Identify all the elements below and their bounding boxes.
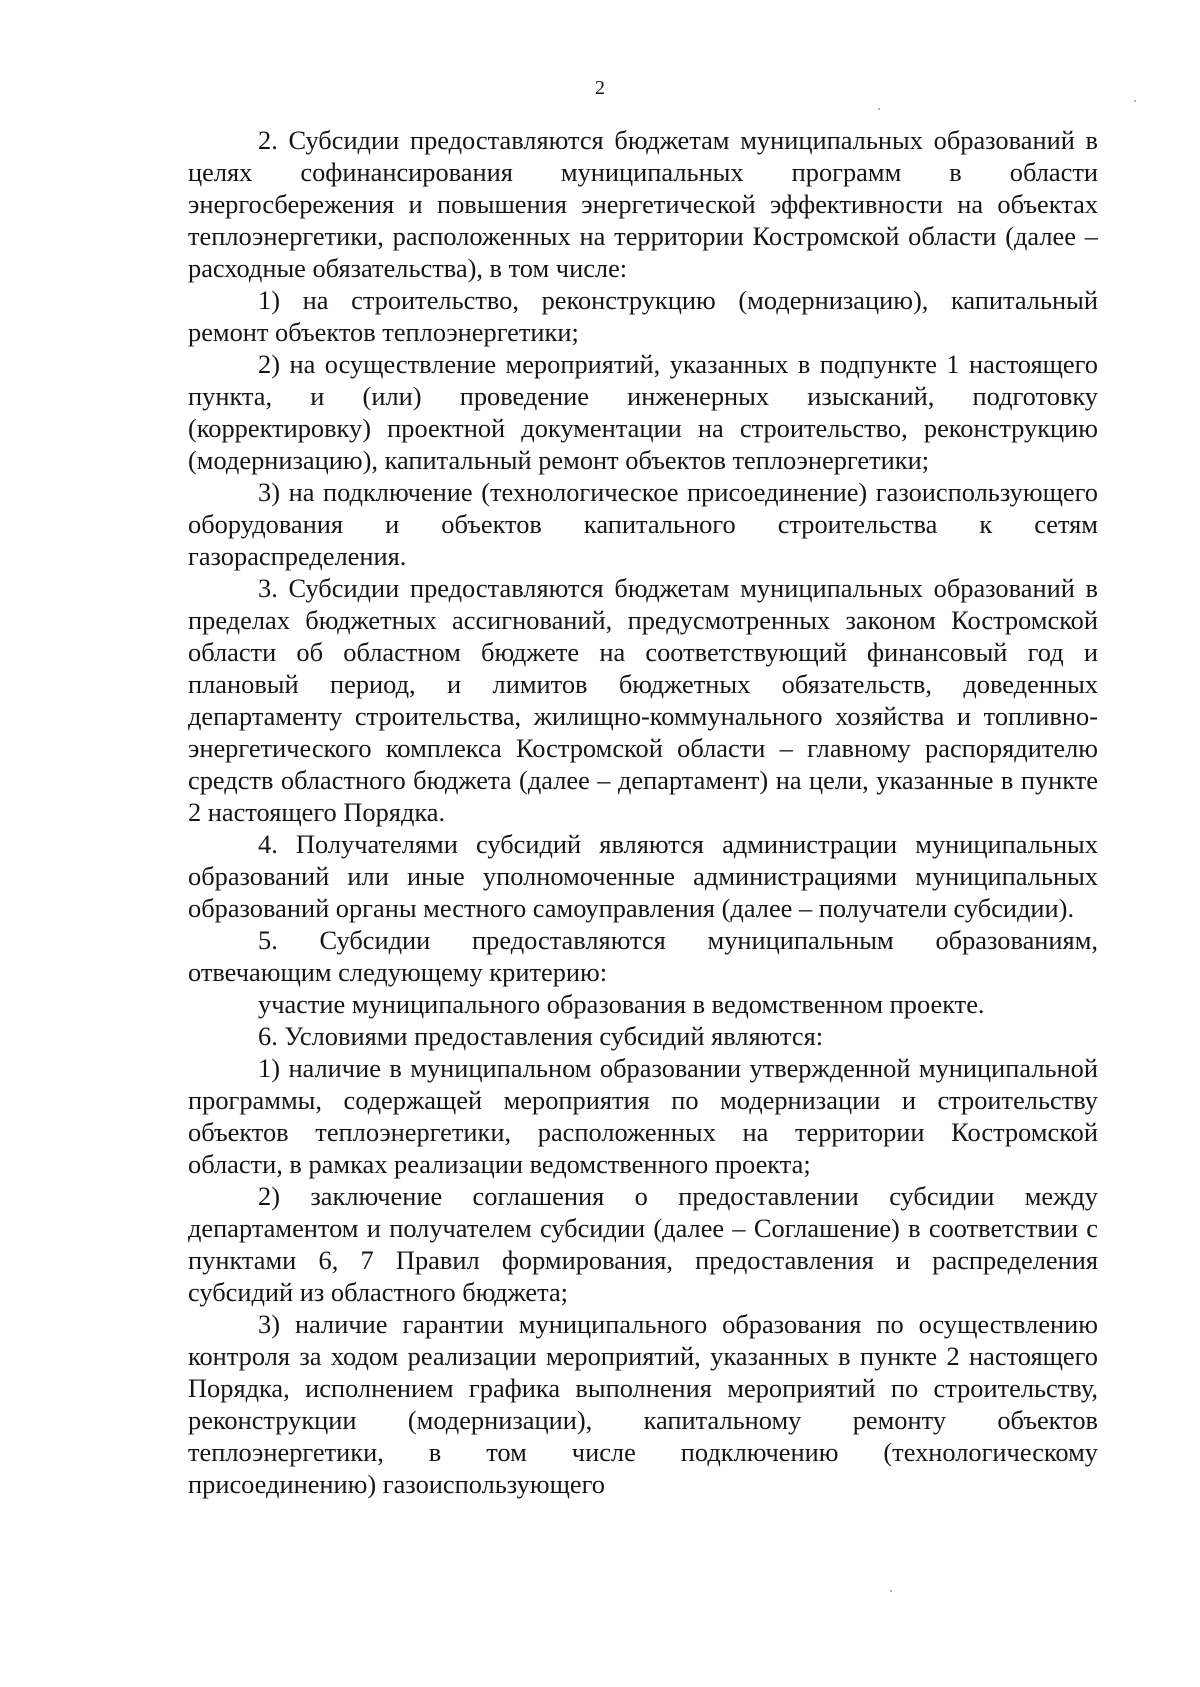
- paragraph-2-item-3: 3) на подключение (технологическое присоединение) газоиспользующего оборудования и объектов капитального строительства к сетям газораспределения.: [188, 477, 1098, 571]
- scan-speck: [878, 108, 880, 110]
- paragraph-6-conditions: 6. Условиями предоставления субсидий являются:: [258, 1021, 824, 1051]
- paragraph-2-item-2: 2) на осуществление мероприятий, указанных в подпункте 1 настоящего пункта, и (или) проведение инженерных изысканий, подготовку (корректировку) проектной документации на строительство, реконструкцию (модернизацию), капитальный ремонт объектов теплоэнергетики;: [188, 349, 1098, 475]
- paragraph-2-item-1: 1) на строительство, реконструкцию (модернизацию), капитальный ремонт объектов теплоэнергетики;: [188, 285, 1098, 347]
- scan-speck: [1134, 100, 1136, 102]
- scan-speck: [890, 1590, 892, 1592]
- document-body: [188, 124, 1098, 1500]
- page-number: 2: [595, 77, 605, 99]
- paragraph-6-item-2: 2) заключение соглашения о предоставлении субсидии между департаментом и получателем субсидии (далее – Соглашение) в соответствии с пунктами 6, 7 Правил формирования, предоставления и распределения субсидий из областного бюджета;: [188, 1181, 1098, 1307]
- paragraph-4-recipients: 4. Получателями субсидий являются администрации муниципальных образований или иные уполномоченные администрациями муниципальных образований органы местного самоуправления (далее – получатели субсидии).: [188, 829, 1098, 923]
- paragraph-5-criteria: 5. Субсидии предоставляются муниципальным образованиям, отвечающим следующему критерию:: [188, 925, 1098, 987]
- paragraph-5-criterion-item: участие муниципального образования в ведомственном проекте.: [258, 989, 985, 1019]
- paragraph-6-item-3: 3) наличие гарантии муниципального образования по осуществлению контроля за ходом реализации мероприятий, указанных в пункте 2 настоящего Порядка, исполнением графика выполнения мероприятий по строительству, реконструкции (модернизации), капитальному ремонту объектов теплоэнергетики, в том числе подключению (технологическому присоединению) газоиспользующего: [188, 1309, 1098, 1499]
- paragraph-6-item-1: 1) наличие в муниципальном образовании утвержденной муниципальной программы, содержащей мероприятия по модернизации и строительству объектов теплоэнергетики, расположенных на территории Костромской области, в рамках реализации ведомственного проекта;: [188, 1053, 1098, 1179]
- paragraph-3-budget-limits: 3. Субсидии предоставляются бюджетам муниципальных образований в пределах бюджетных ассигнований, предусмотренных законом Костромской области об областном бюджете на соответствующий финансовый год и плановый период, и лимитов бюджетных обязательств, доведенных департаменту строительства, жилищно-коммунального хозяйства и топливно-энергетического комплекса Костромской области – главному распорядителю средств областного бюджета (далее – департамент) на цели, указанные в пункте 2 настоящего Порядка.: [188, 573, 1098, 827]
- paragraph-2-subsidies-purpose: 2. Субсидии предоставляются бюджетам муниципальных образований в целях софинансирования муниципальных программ в области энергосбережения и повышения энергетической эффективности на объектах теплоэнергетики, расположенных на территории Костромской области (далее – расходные обязательства), в том числе:: [188, 125, 1098, 283]
